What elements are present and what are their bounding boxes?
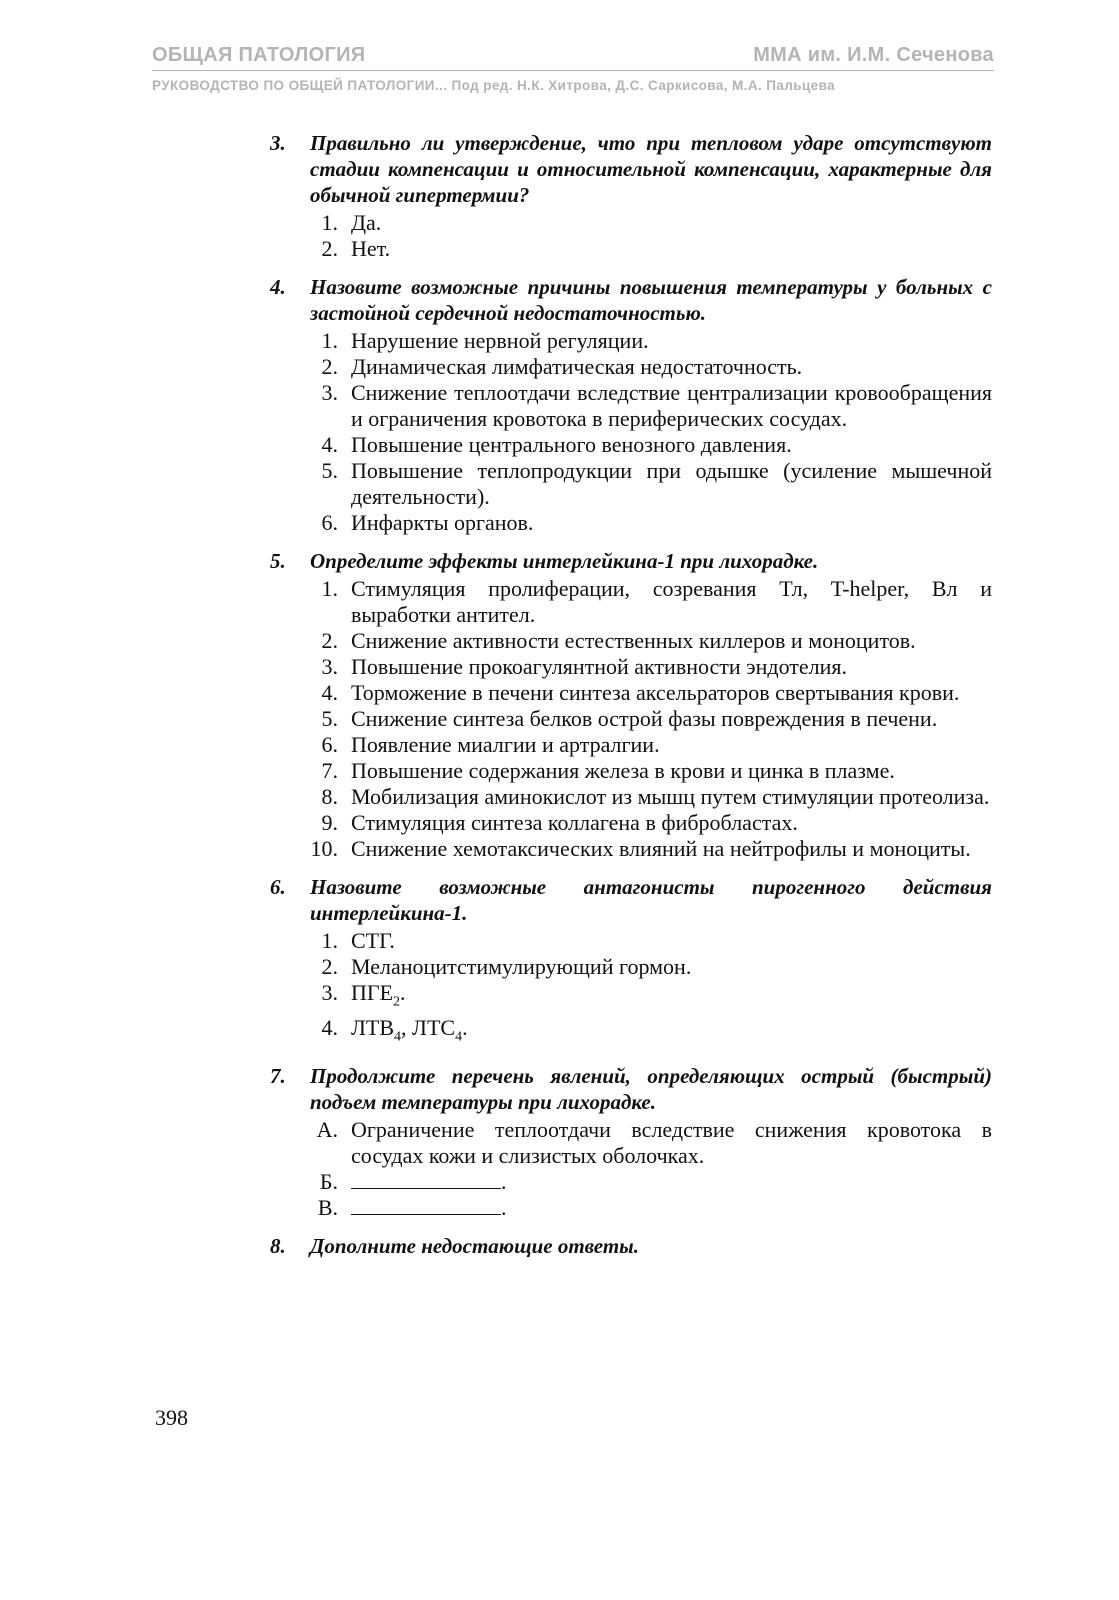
fill-in-blank <box>351 1170 501 1189</box>
option-text: Повышение прокоагулянтной активности эндотелия. <box>351 654 848 679</box>
option-number: 3. <box>321 654 338 679</box>
answer-option <box>310 810 992 836</box>
answer-option <box>310 510 992 536</box>
option-text: ЛТВ <box>351 1015 395 1041</box>
answer-option <box>310 980 992 1015</box>
option-text: Торможение в печени синтеза аксельраторов свертывания крови. <box>351 680 960 705</box>
question-number: 4. <box>270 275 286 299</box>
option-text: Повышение содержания железа в крови и цинка в плазме. <box>351 758 895 783</box>
page-number: 398 <box>155 1405 188 1430</box>
question-list <box>270 130 992 1271</box>
option-number: 2. <box>321 954 338 979</box>
option-text: Инфаркты органов. <box>351 510 534 535</box>
option-number: 1. <box>321 576 338 601</box>
question-text: Определите эффекты интерлейкина-1 при лихорадке. <box>310 549 819 573</box>
question-3 <box>270 130 992 262</box>
answer-option <box>310 1195 992 1221</box>
option-number: 10. <box>310 836 338 861</box>
option-text: Стимуляция пролиферации, созревания Тл, T-helper, Вл и выработки антител. <box>351 576 992 627</box>
option-text: Ограничение теплоотдачи вследствие снижения кровотока в сосудах кожи и слизистых оболочках. <box>351 1116 992 1168</box>
option-number: А. <box>316 1116 338 1142</box>
question-number: 8. <box>270 1233 286 1258</box>
question-7 <box>270 1063 992 1221</box>
option-number: 1. <box>321 328 338 353</box>
answer-option <box>310 758 992 784</box>
option-text: Стимуляция синтеза коллагена в фибробластах. <box>351 810 798 835</box>
answer-option <box>310 628 992 654</box>
answer-option <box>310 706 992 732</box>
answer-option <box>310 732 992 758</box>
question-text: Дополните недостающие ответы. <box>310 1233 640 1258</box>
question-number: 6. <box>270 875 286 899</box>
answer-option <box>310 654 992 680</box>
option-text: Повышение центрального венозного давления. <box>351 432 792 457</box>
option-text: Снижение активности естественных киллеров и моноцитов. <box>351 628 916 653</box>
option-subscript: 4 <box>455 1029 463 1045</box>
option-number: 9. <box>321 810 338 835</box>
header-institution: ММА им. И.М. Сеченова <box>753 44 994 66</box>
option-text-mid: , ЛТС <box>401 1015 456 1041</box>
answer-option <box>310 680 992 706</box>
answer-options <box>310 210 992 262</box>
option-text-end: . <box>462 1015 468 1041</box>
question-5 <box>270 548 992 862</box>
option-text: СТГ. <box>351 928 395 953</box>
option-subscript: 4 <box>394 1029 402 1045</box>
option-number: 4. <box>321 432 338 457</box>
question-number: 7. <box>270 1063 286 1088</box>
option-number: 4. <box>321 680 338 705</box>
option-text: Повышение теплопродукции при одышке (усиление мышечной деятельности). <box>351 458 992 509</box>
option-text: ПГЕ <box>351 980 394 1005</box>
option-number: 1. <box>321 210 338 235</box>
answer-option <box>310 236 992 262</box>
option-number: В. <box>317 1194 338 1220</box>
question-text: Назовите возможные антагонисты пирогенного действия интерлейкина-1. <box>310 875 992 925</box>
option-number: 8. <box>321 784 338 809</box>
option-text: Меланоцитстимулирующий гормон. <box>351 954 692 979</box>
option-text-end: . <box>400 980 406 1005</box>
question-text: Правильно ли утверждение, что при тепловом ударе отсутствуют стадии компенсации и относительной компенсации, характерные для обычной гипертермии? <box>310 131 992 207</box>
answer-options <box>310 928 992 1051</box>
option-number: 3. <box>321 980 338 1005</box>
option-text: Мобилизация аминокислот из мышц путем стимуляции протеолиза. <box>351 784 990 809</box>
option-text: Снижение синтеза белков острой фазы повреждения в печени. <box>351 706 938 731</box>
option-text: Снижение хемотаксических влияний на нейтрофилы и моноциты. <box>351 836 971 861</box>
option-number: 5. <box>321 706 338 731</box>
answer-option <box>310 354 992 380</box>
answer-option <box>310 928 992 954</box>
answer-option <box>310 210 992 236</box>
option-number: 6. <box>321 510 338 535</box>
option-text-end: . <box>501 1168 507 1194</box>
option-number: 5. <box>321 458 338 483</box>
option-number: 4. <box>321 1015 338 1041</box>
answer-option <box>310 784 992 810</box>
option-number: Б. <box>319 1168 338 1194</box>
option-number: 2. <box>321 628 338 653</box>
option-number: 2. <box>321 236 338 261</box>
question-number: 5. <box>270 549 286 573</box>
fill-in-blank <box>351 1196 501 1215</box>
answer-option <box>310 954 992 980</box>
question-text: Назовите возможные причины повышения температуры у больных с застойной сердечной недостаточностью. <box>310 275 992 325</box>
option-number: 7. <box>321 758 338 783</box>
answer-option <box>310 1169 992 1195</box>
option-text: Снижение теплоотдачи вследствие централизации кровообращения и ограничения кровотока в периферических сосудах. <box>351 380 992 431</box>
option-text: Нет. <box>351 236 391 261</box>
answer-option <box>310 576 992 628</box>
question-6 <box>270 874 992 1051</box>
answer-options <box>310 1117 992 1221</box>
answer-option <box>310 380 992 432</box>
running-header <box>152 44 994 71</box>
option-number: 2. <box>321 354 338 379</box>
header-book-citation: РУКОВОДСТВО ПО ОБЩЕЙ ПАТОЛОГИИ... Под ред. Н.К. Хитрова, Д.С. Саркисова, М.А. Пальцева <box>152 78 835 93</box>
answer-option <box>310 432 992 458</box>
option-number: 3. <box>321 380 338 405</box>
answer-option <box>310 836 992 862</box>
question-text: Продолжите перечень явлений, определяющих острый (быстрый) подъем температуры при лихорадке. <box>310 1063 992 1114</box>
question-number: 3. <box>270 131 286 155</box>
question-4 <box>270 274 992 536</box>
option-text: Нарушение нервной регуляции. <box>351 328 649 353</box>
option-number: 6. <box>321 732 338 757</box>
answer-options <box>310 576 992 862</box>
option-number: 1. <box>321 928 338 953</box>
question-8 <box>270 1233 992 1259</box>
option-text-end: . <box>501 1194 507 1220</box>
option-subscript: 2 <box>393 994 401 1010</box>
option-text: Динамическая лимфатическая недостаточность. <box>351 354 803 379</box>
answer-option <box>310 328 992 354</box>
header-section-title: ОБЩАЯ ПАТОЛОГИЯ <box>152 44 366 66</box>
answer-option <box>310 458 992 510</box>
option-text: Да. <box>351 210 382 235</box>
answer-options <box>310 328 992 536</box>
answer-option <box>310 1015 992 1050</box>
answer-option <box>310 1117 992 1169</box>
option-text: Появление миалгии и артралгии. <box>351 732 660 757</box>
